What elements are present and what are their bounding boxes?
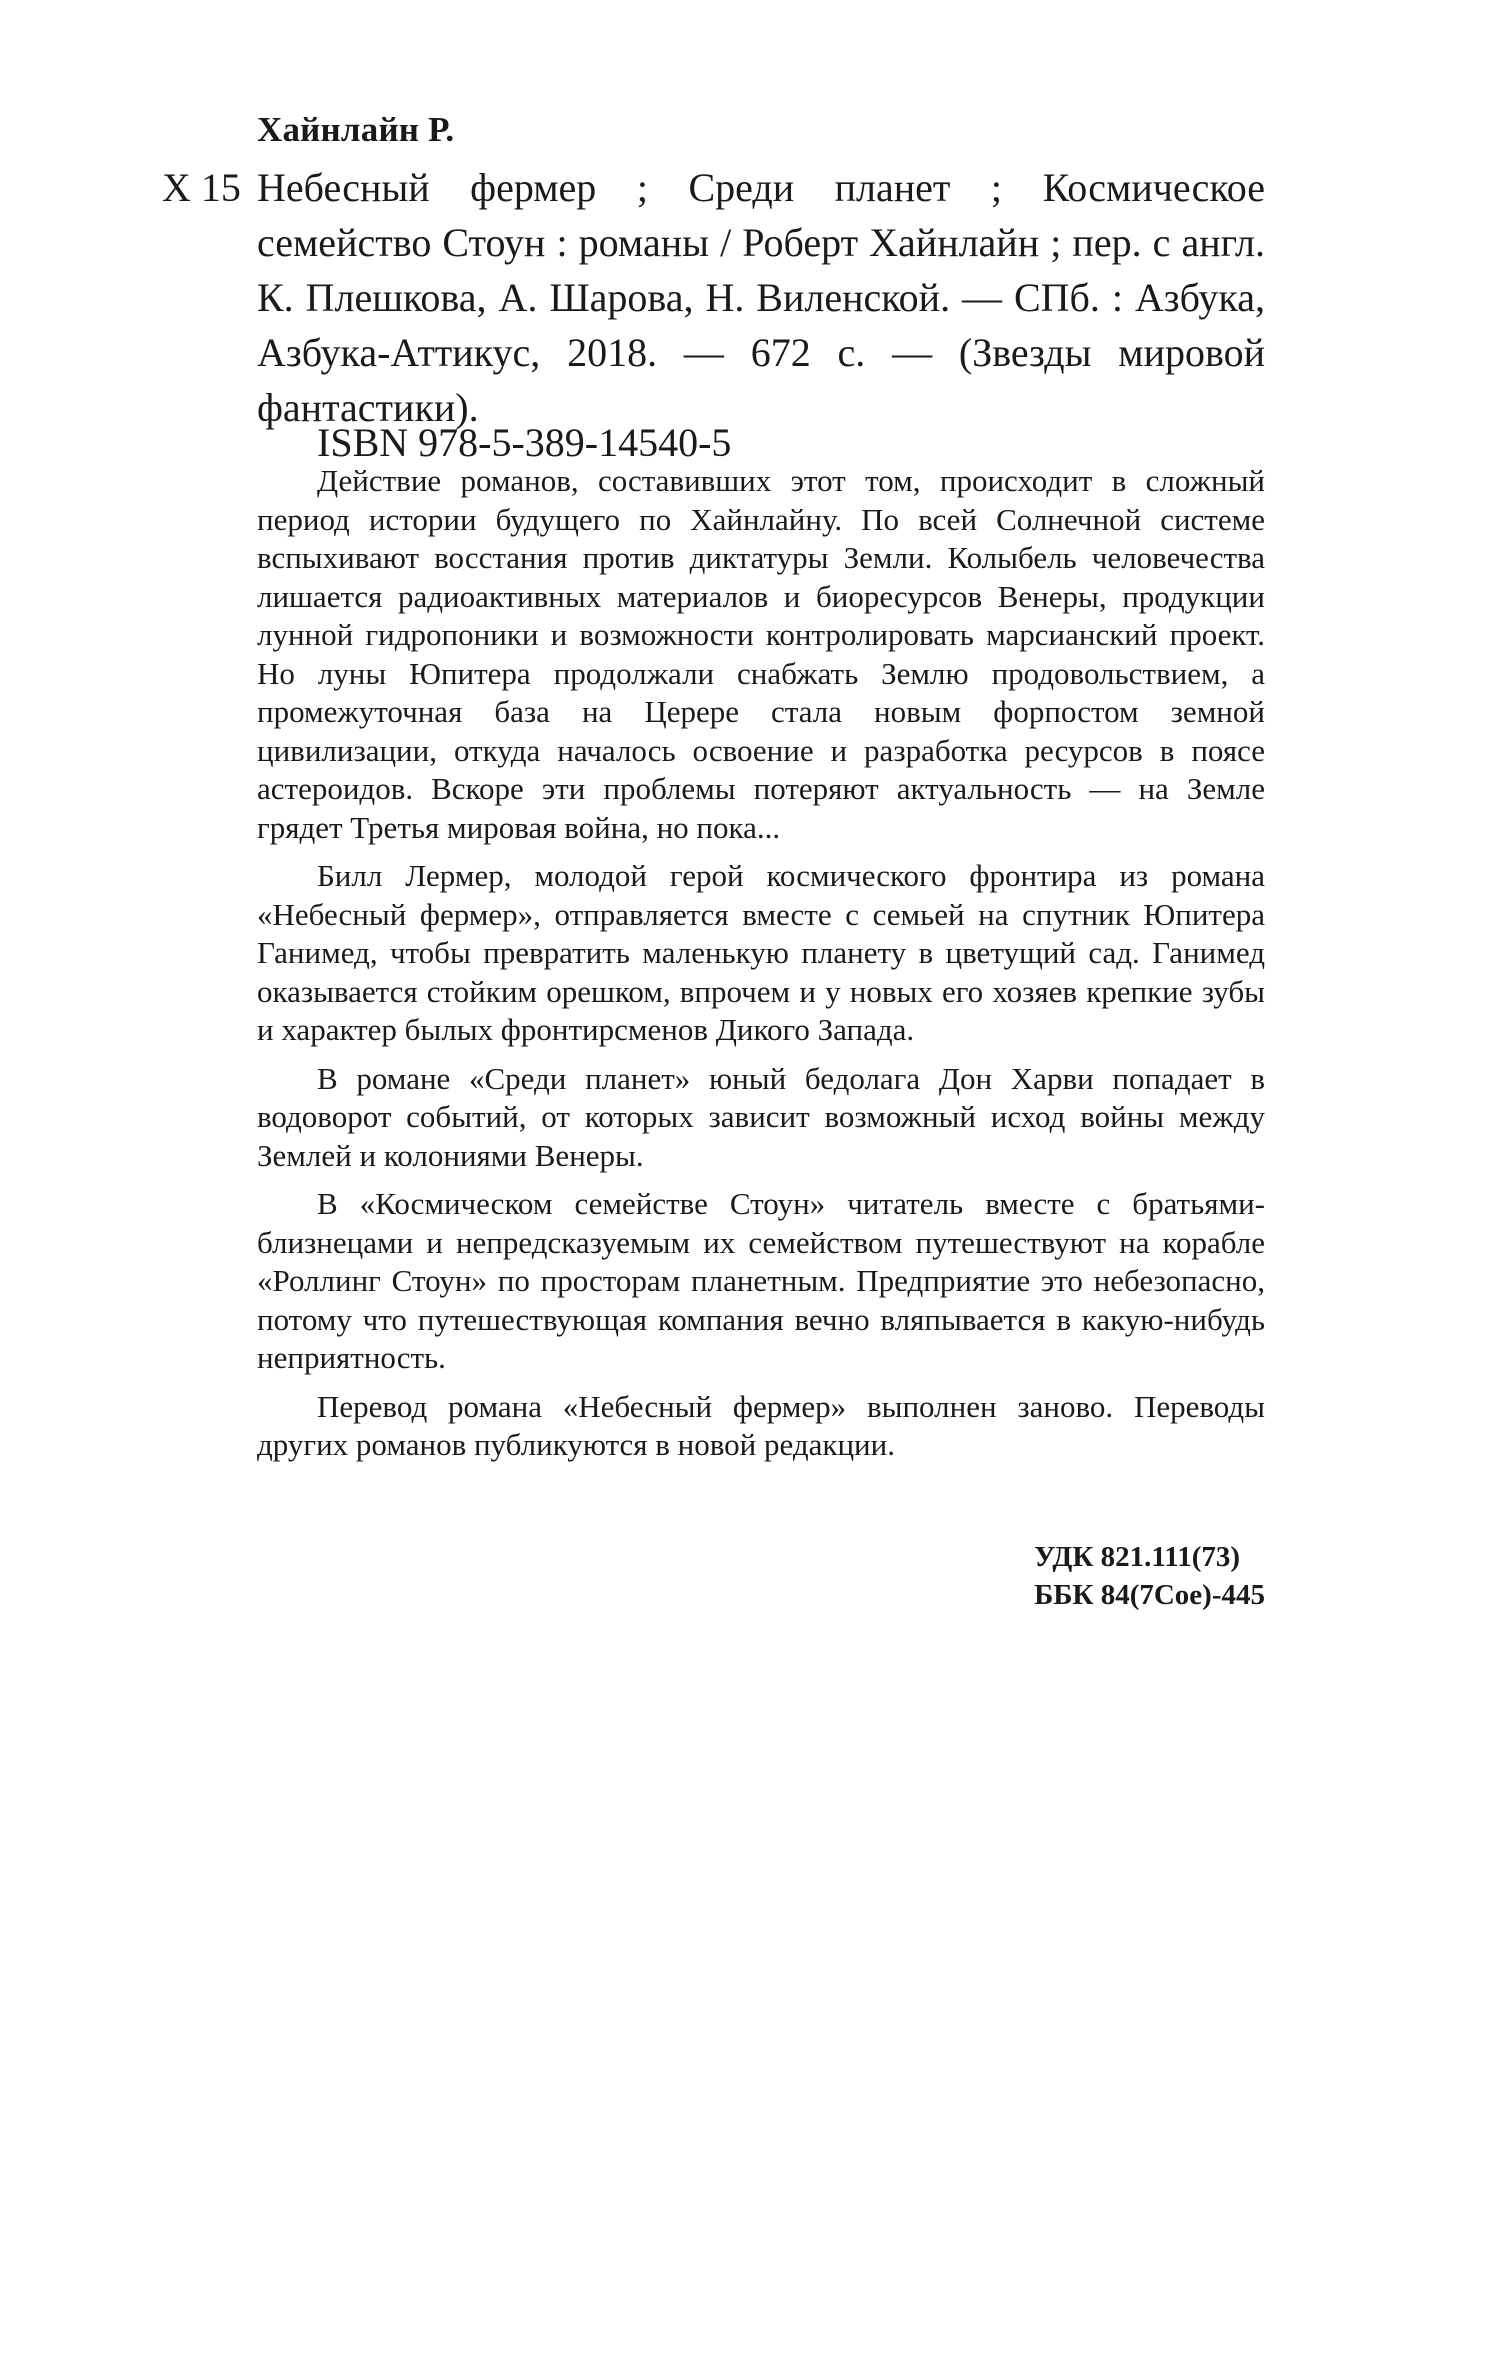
- bibliographic-entry: Небесный фермер ; Среди планет ; Космическое семейство Стоун : романы / Роберт Хайнлайн ; пер. с англ. К. Плешкова, А. Шарова, Н. Виленской. — СПб. : Азбука, Азбука-Аттикус, 2018. — 672 с. — (Звезды мировой фантастики).: [257, 165, 1265, 430]
- annotation-paragraph: В «Космическом семействе Стоун» читатель вместе с братьями-близнецами и непредсказуемым их семейством путешествуют на корабле «Роллинг Стоун» по просторам планетным. Предприятие это небезопасно, потому что путешествующая компания вечно вляпывается в какую-нибудь неприятность.: [257, 1186, 1265, 1375]
- author-mark: Х 15: [162, 165, 241, 210]
- annotation-paragraph: Билл Лермер, молодой герой космического фронтира из романа «Небесный фермер», отправляется вместе с семьей на спутник Юпитера Ганимед, чтобы превратить маленькую планету в цветущий сад. Ганимед оказывается стойким орешком, впрочем и у новых его хозяев крепкие зубы и характер былых фронтирсменов Дикого Запада.: [257, 858, 1265, 1047]
- annotation: [257, 462, 1265, 1475]
- isbn: ISBN 978-5-389-14540-5: [317, 420, 732, 465]
- annotation-paragraph: Перевод романа «Небесный фермер» выполнен заново. Переводы других романов публикуются в новой редакции.: [257, 1388, 1265, 1462]
- author-heading: Хайнлайн Р.: [257, 110, 455, 149]
- classification-block: [1034, 1538, 1265, 1614]
- udk-code: УДК 821.111(73): [1034, 1541, 1241, 1573]
- annotation-paragraph: В романе «Среди планет» юный бедолага Дон Харви попадает в водоворот событий, от которых зависит возможный исход войны между Землей и колониями Венеры.: [257, 1060, 1265, 1173]
- bbk-code: ББК 84(7Сое)-445: [1034, 1579, 1265, 1611]
- annotation-paragraph: Действие романов, составивших этот том, происходит в сложный период истории будущего по Хайнлайну. По всей Солнечной системе вспыхивают восстания против диктатуры Земли. Колыбель человечества лишается радиоактивных материалов и биоресурсов Венеры, продукции лунной гидропоники и возможности контролировать марсианский проект. Но луны Юпитера продолжали снабжать Землю продовольствием, а промежуточная база на Церере стала новым форпостом земной цивилизации, откуда началось освоение и разработка ресурсов в поясе астероидов. Вскоре эти проблемы потеряют актуальность — на Земле грядет Третья мировая война, но пока...: [257, 463, 1265, 845]
